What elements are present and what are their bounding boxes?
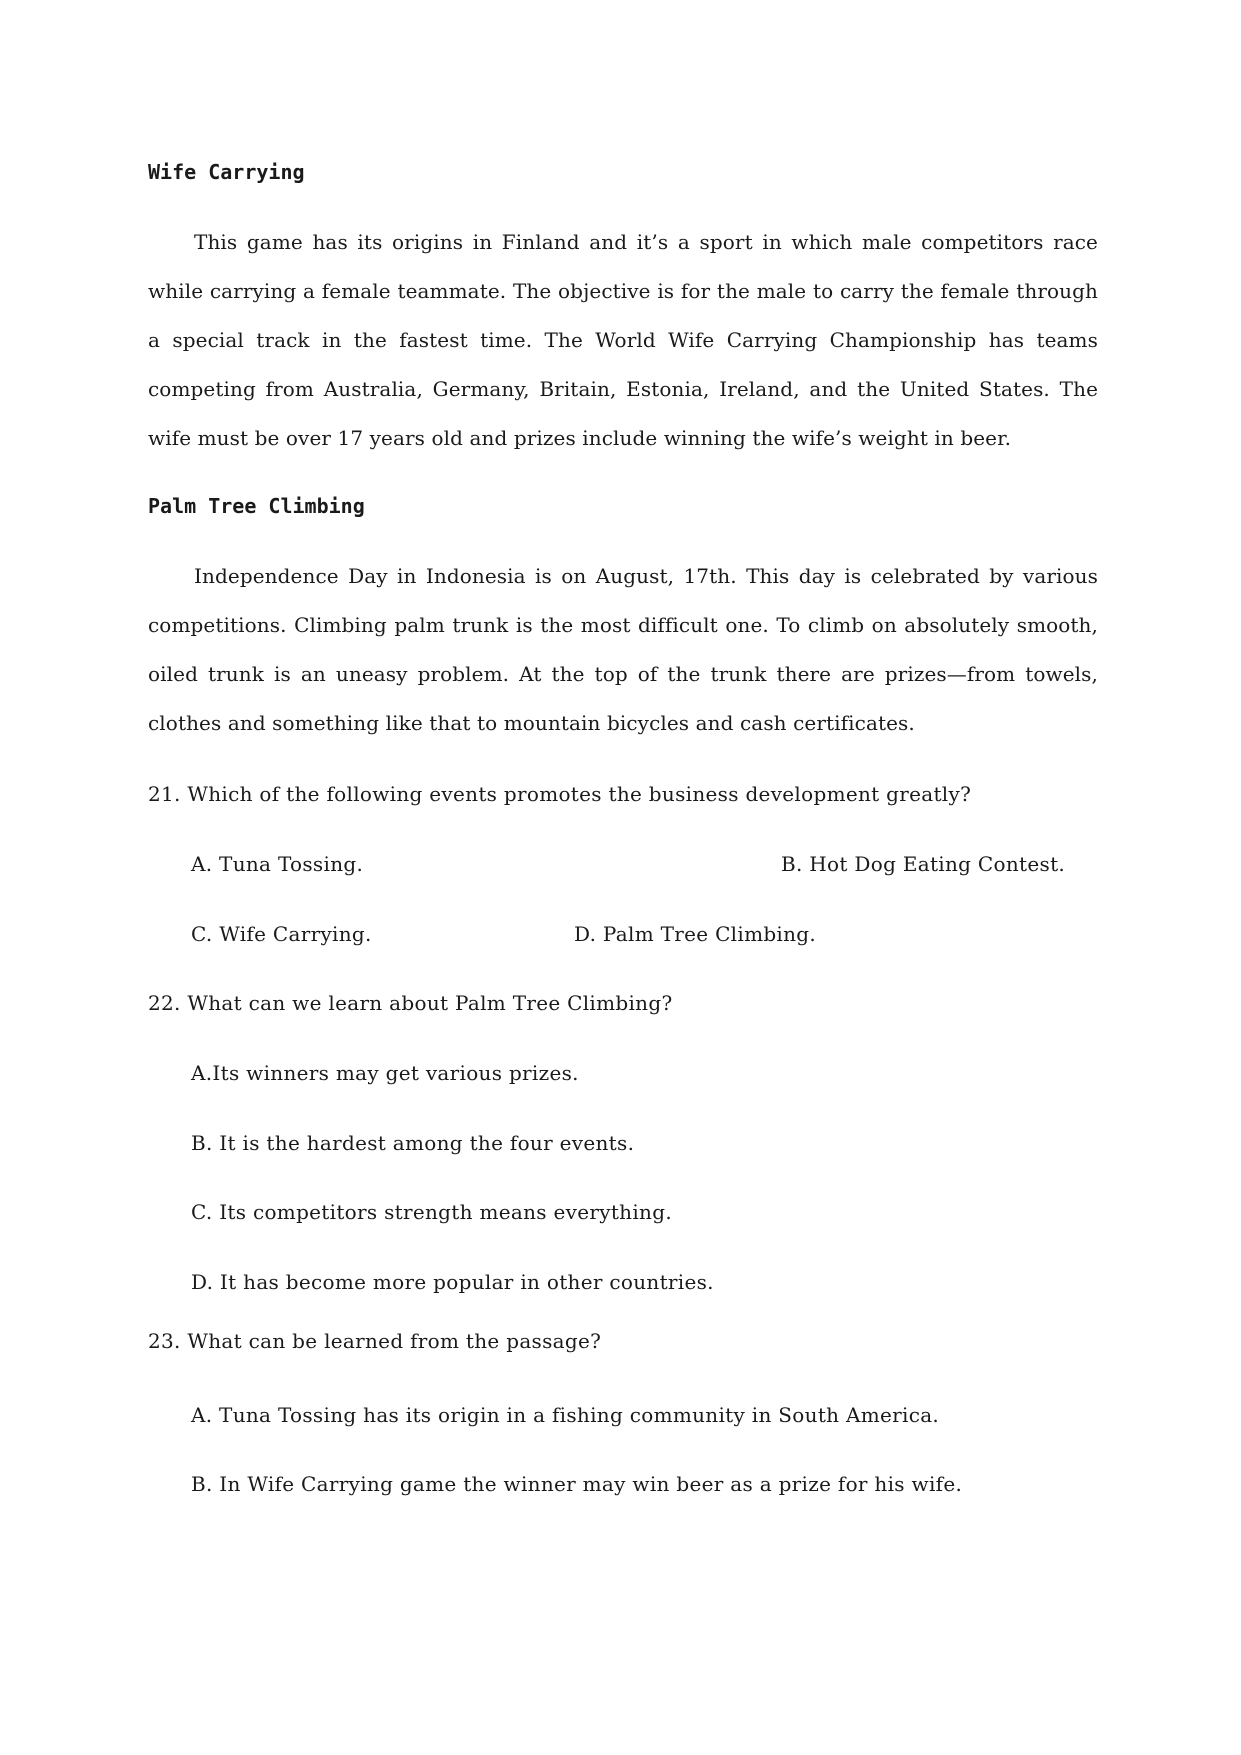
question-23-stem: 23. What can be learned from the passage? — [148, 1329, 602, 1353]
question-21-option-b: B. Hot Dog Eating Contest. — [781, 852, 1066, 876]
section-body-palm-tree-climbing: Independence Day in Indonesia is on August, 17th. This day is celebrated by various competitions. Climbing palm trunk is the most difficult one. To climb on absolutely smooth, oiled trunk is an uneasy problem. At the top of the trunk there are prizes—from towels, clothes and something like that to mountain bicycles and cash certificates. — [148, 564, 1098, 735]
question-22-option-d: D. It has become more popular in other countries. — [191, 1270, 714, 1294]
question-23-option-a: A. Tuna Tossing has its origin in a fishing community in South America. — [191, 1403, 940, 1427]
question-21-option-c: C. Wife Carrying. — [191, 922, 372, 946]
question-21-stem: 21. Which of the following events promotes the business development greatly? — [148, 782, 972, 806]
section-body-wife-carrying: This game has its origins in Finland and it’s a sport in which male competitors race while carrying a female teammate. The objective is for the male to carry the female through a special track in the fastest time. The World Wife Carrying Championship has teams competing from Australia, Germany, Britain, Estonia, Ireland, and the United States. The wife must be over 17 years old and prizes include winning the wife’s weight in beer. — [148, 230, 1098, 450]
question-23-option-b: B. In Wife Carrying game the winner may win beer as a prize for his wife. — [191, 1472, 963, 1496]
question-21-option-a: A. Tuna Tossing. — [191, 852, 364, 876]
question-22-option-a: A.Its winners may get various prizes. — [191, 1061, 579, 1085]
section-heading-palm-tree-climbing: Palm Tree Climbing — [148, 494, 365, 518]
question-22-option-b: B. It is the hardest among the four events. — [191, 1131, 635, 1155]
section-heading-wife-carrying: Wife Carrying — [148, 160, 305, 184]
question-22-stem: 22. What can we learn about Palm Tree Climbing? — [148, 991, 673, 1015]
question-21-option-d: D. Palm Tree Climbing. — [574, 922, 817, 946]
question-22-option-c: C. Its competitors strength means everything. — [191, 1200, 672, 1224]
